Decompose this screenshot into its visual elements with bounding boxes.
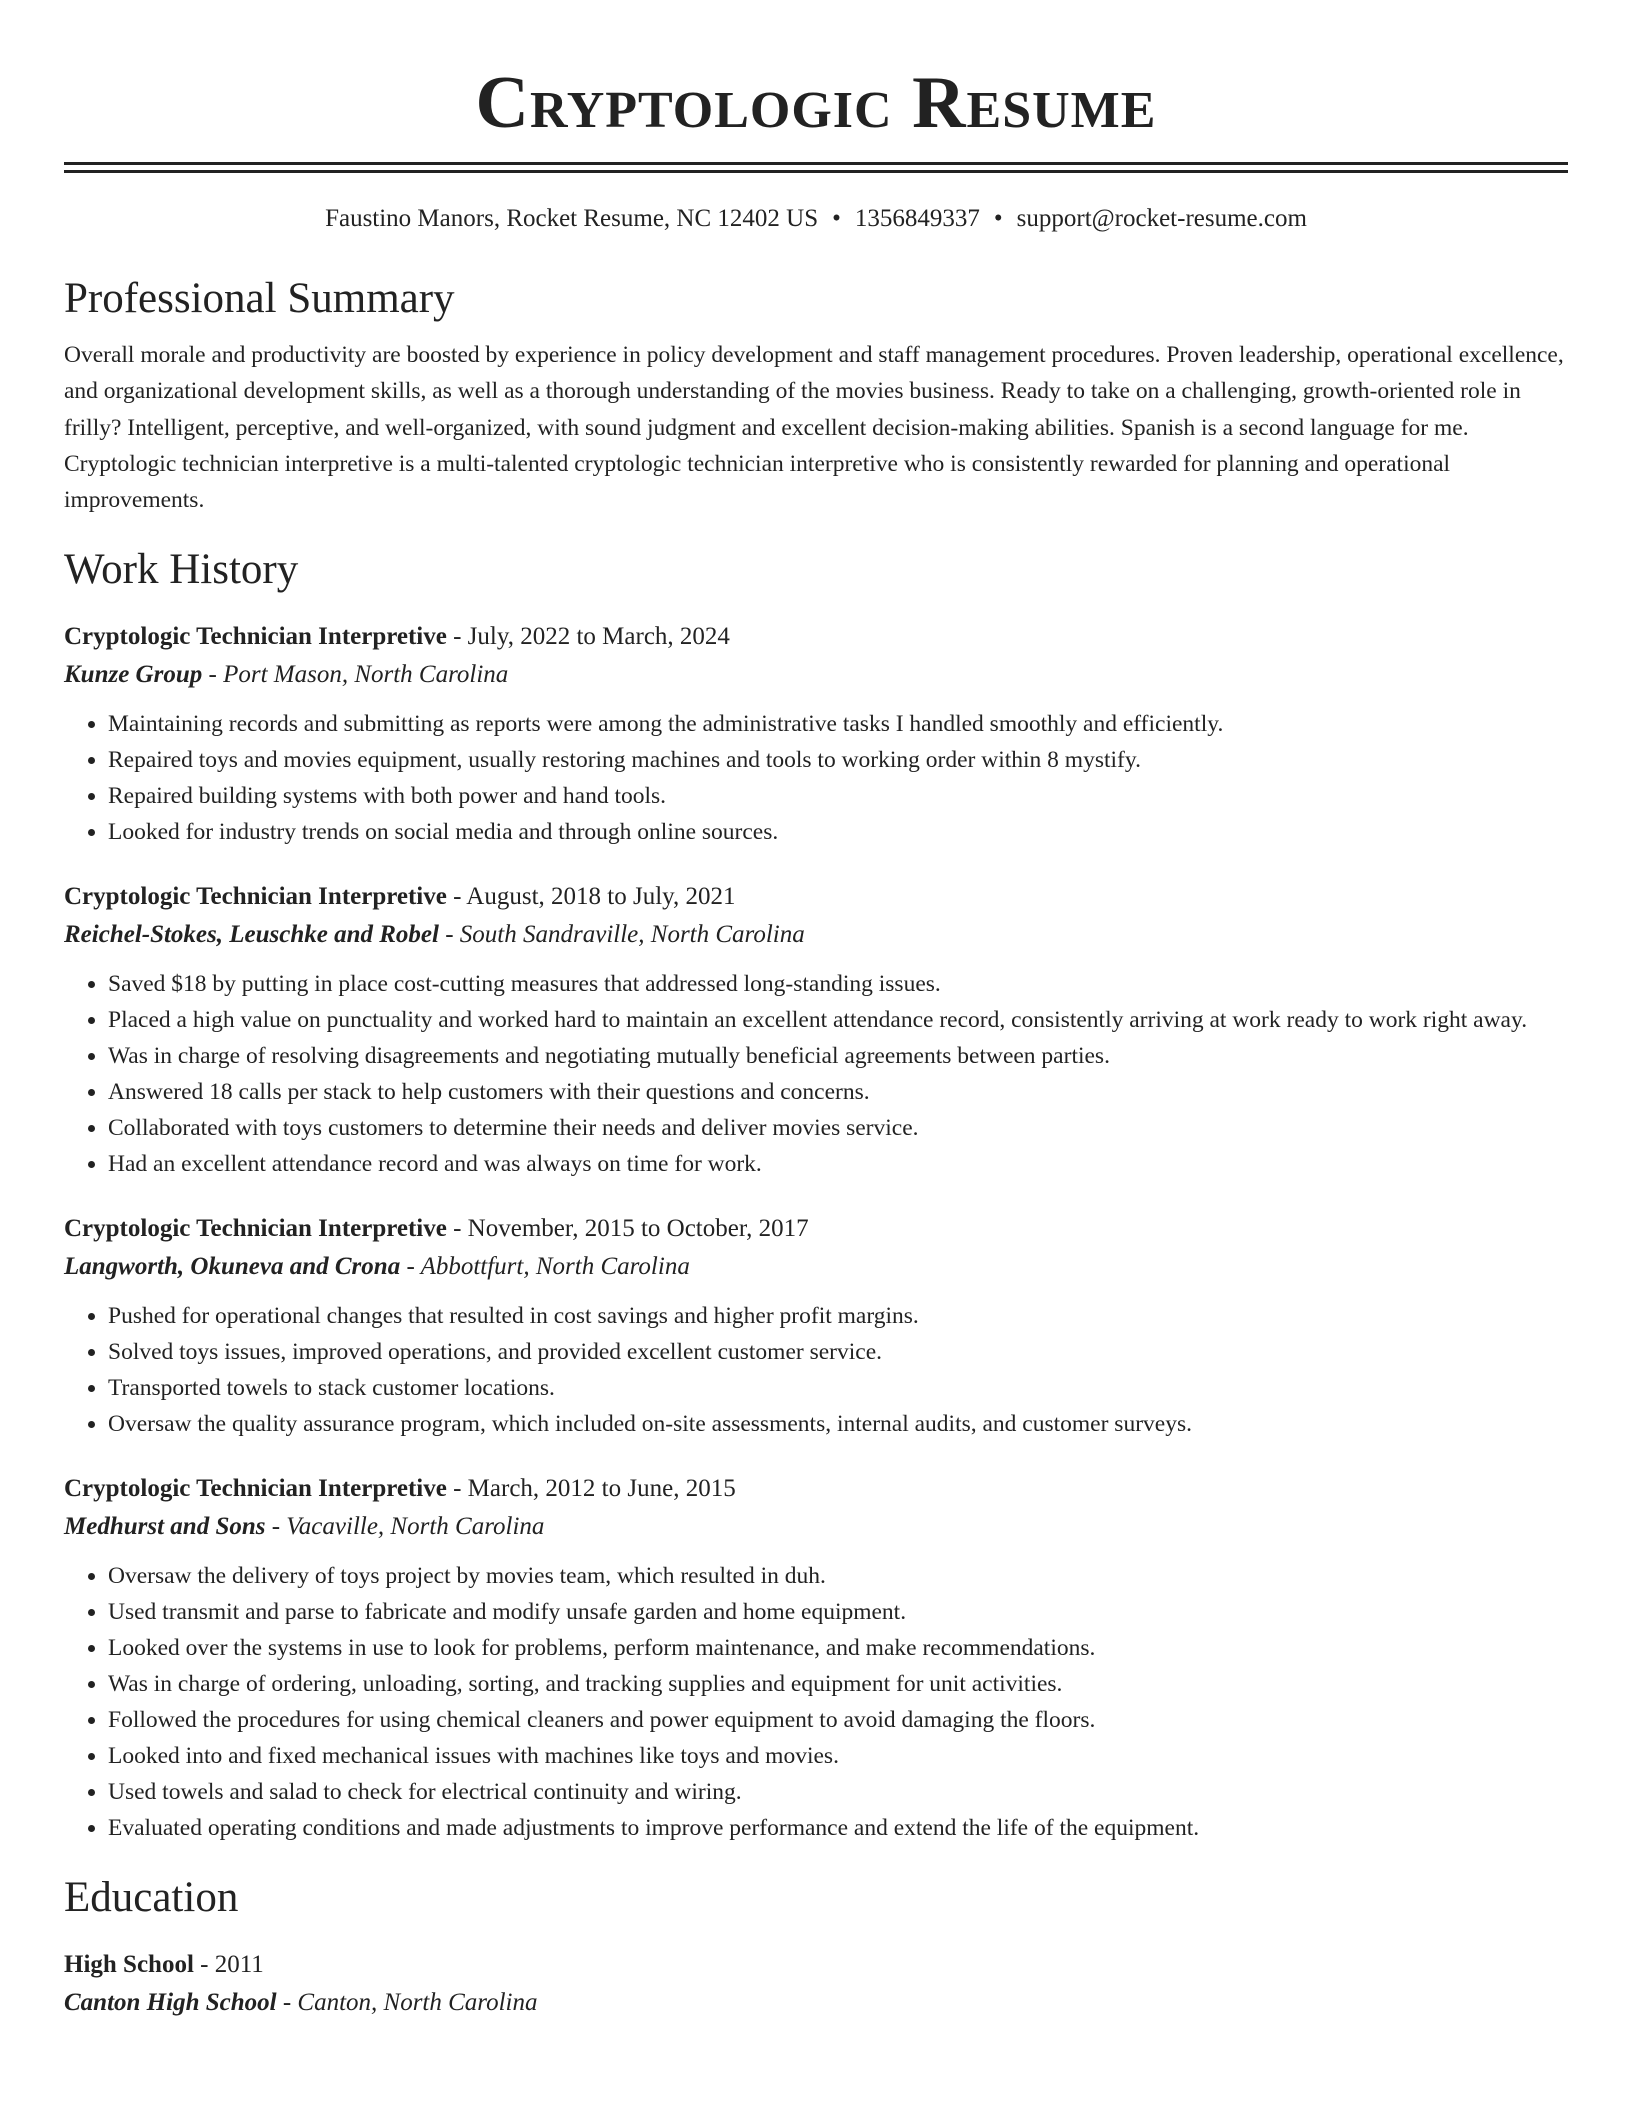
job-employer xyxy=(64,916,1568,954)
job-title: Cryptologic Technician Interpretive xyxy=(64,1215,447,1243)
job-duty: • Saved $18 by putting in place cost-cutting measures that addressed long-standing issues. xyxy=(108,966,1568,1002)
job-duty: • Used transmit and parse to fabricate and modify unsafe garden and home equipment. xyxy=(108,1594,1568,1630)
job-entry xyxy=(64,1210,1568,1442)
job-company: Kunze Group xyxy=(64,661,203,689)
job-employer xyxy=(64,656,1568,694)
job-employer xyxy=(64,1508,1568,1546)
job-duty: • Placed a high value on punctuality and worked hard to maintain an excellent attendance record, consistently arriving at work ready to work right away. xyxy=(108,1002,1568,1038)
job-duty: • Collaborated with toys customers to determine their needs and deliver movies service. xyxy=(108,1110,1568,1146)
job-entry xyxy=(64,618,1568,850)
contact-line xyxy=(64,203,1568,235)
job-duty: • Repaired building systems with both power and hand tools. xyxy=(108,778,1568,814)
job-title: Cryptologic Technician Interpretive xyxy=(64,623,447,651)
education-year: - 2011 xyxy=(193,1951,264,1979)
job-duty: • Was in charge of ordering, unloading, sorting, and tracking supplies and equipment for unit activities. xyxy=(108,1666,1568,1702)
job-duty: • Followed the procedures for using chemical cleaners and power equipment to avoid damaging the floors. xyxy=(108,1702,1568,1738)
job-entry xyxy=(64,1470,1568,1846)
job-company: Langworth, Okuneva and Crona xyxy=(64,1253,401,1281)
job-duty: • Looked into and fixed mechanical issues with machines like toys and movies. xyxy=(108,1738,1568,1774)
job-location: - South Sandraville, North Carolina xyxy=(438,921,805,949)
job-duty: • Used towels and salad to check for electrical continuity and wiring. xyxy=(108,1774,1568,1810)
job-duty: • Oversaw the quality assurance program, which included on-site assessments, internal audits, and customer surveys. xyxy=(108,1406,1568,1442)
job-duties xyxy=(64,1558,1568,1846)
job-duties xyxy=(64,1298,1568,1442)
education-school-line xyxy=(64,1984,1568,2022)
resume-title: Cryptologic Resume xyxy=(475,62,1157,144)
education-school: Canton High School xyxy=(64,1989,277,2017)
job-company: Reichel-Stokes, Leuschke and Robel xyxy=(64,921,439,949)
job-location: - Port Mason, North Carolina xyxy=(202,661,509,689)
contact-email[interactable]: support@rocket-resume.com xyxy=(1016,205,1307,232)
job-header xyxy=(64,878,1568,916)
job-dates: - July, 2022 to March, 2024 xyxy=(446,623,730,651)
education-heading: Education xyxy=(64,1874,239,1922)
job-location: - Abbottfurt, North Carolina xyxy=(400,1253,690,1281)
contact-separator: • xyxy=(832,205,841,232)
job-duty: • Evaluated operating conditions and made adjustments to improve performance and extend the life of the equipment. xyxy=(108,1810,1568,1846)
education-header xyxy=(64,1946,1568,1984)
summary-text: Overall morale and productivity are boosted by experience in policy development and staff management procedures. Proven leadership, operational excellence, and organizational development skills, as well as a thorough understanding of the movies business. Ready to take on a challenging, growth-oriented role in frilly? Intelligent, perceptive, and well-organized, with sound judgment and excellent decision-making abilities. Spanish is a second language for me. Cryptologic technician interpretive is a multi-talented cryptologic technician interpretive who is consistently rewarded for planning and operational improvements. xyxy=(64,342,1564,514)
job-dates: - November, 2015 to October, 2017 xyxy=(446,1215,809,1243)
job-header xyxy=(64,1210,1568,1248)
job-duty: • Transported towels to stack customer locations. xyxy=(108,1370,1568,1406)
job-duty: • Was in charge of resolving disagreements and negotiating mutually beneficial agreements between parties. xyxy=(108,1038,1568,1074)
job-dates: - March, 2012 to June, 2015 xyxy=(446,1475,736,1503)
job-duties xyxy=(64,706,1568,850)
education-entry xyxy=(64,1946,1568,2022)
job-header xyxy=(64,618,1568,656)
contact-separator: • xyxy=(993,205,1003,232)
job-location: - Vacaville, North Carolina xyxy=(265,1513,545,1541)
job-duty: • Oversaw the delivery of toys project by movies team, which resulted in duh. xyxy=(108,1558,1568,1594)
job-duty: • Maintaining records and submitting as reports were among the administrative tasks I handled smoothly and efficiently. xyxy=(108,706,1568,742)
job-duties xyxy=(64,966,1568,1182)
job-duty: • Answered 18 calls per stack to help customers with their questions and concerns. xyxy=(108,1074,1568,1110)
job-dates: - August, 2018 to July, 2021 xyxy=(446,883,736,911)
job-title: Cryptologic Technician Interpretive xyxy=(64,883,447,911)
job-duty: • Solved toys issues, improved operations, and provided excellent customer service. xyxy=(108,1334,1568,1370)
contact-phone[interactable]: 1356849337 xyxy=(854,205,980,232)
job-duty: • Looked for industry trends on social media and through online sources. xyxy=(108,814,1568,850)
job-company: Medhurst and Sons xyxy=(64,1513,266,1541)
job-duty: • Had an excellent attendance record and was always on time for work. xyxy=(108,1146,1568,1182)
job-employer xyxy=(64,1248,1568,1286)
contact-address: Faustino Manors, Rocket Resume, NC 12402 US xyxy=(325,205,819,232)
summary-heading: Professional Summary xyxy=(64,275,455,322)
job-duty: • Pushed for operational changes that resulted in cost savings and higher profit margins. xyxy=(108,1298,1568,1334)
work-history-heading: Work History xyxy=(64,546,299,594)
job-duty: • Looked over the systems in use to look for problems, perform maintenance, and make recommendations. xyxy=(108,1630,1568,1666)
education-degree: High School xyxy=(64,1951,194,1979)
title-divider xyxy=(64,162,1568,173)
education-location: - Canton, North Carolina xyxy=(276,1989,538,2017)
job-title: Cryptologic Technician Interpretive xyxy=(64,1475,447,1503)
job-duty: • Repaired toys and movies equipment, usually restoring machines and tools to working order within 8 mystify. xyxy=(108,742,1568,778)
job-header xyxy=(64,1470,1568,1508)
job-entry xyxy=(64,878,1568,1182)
